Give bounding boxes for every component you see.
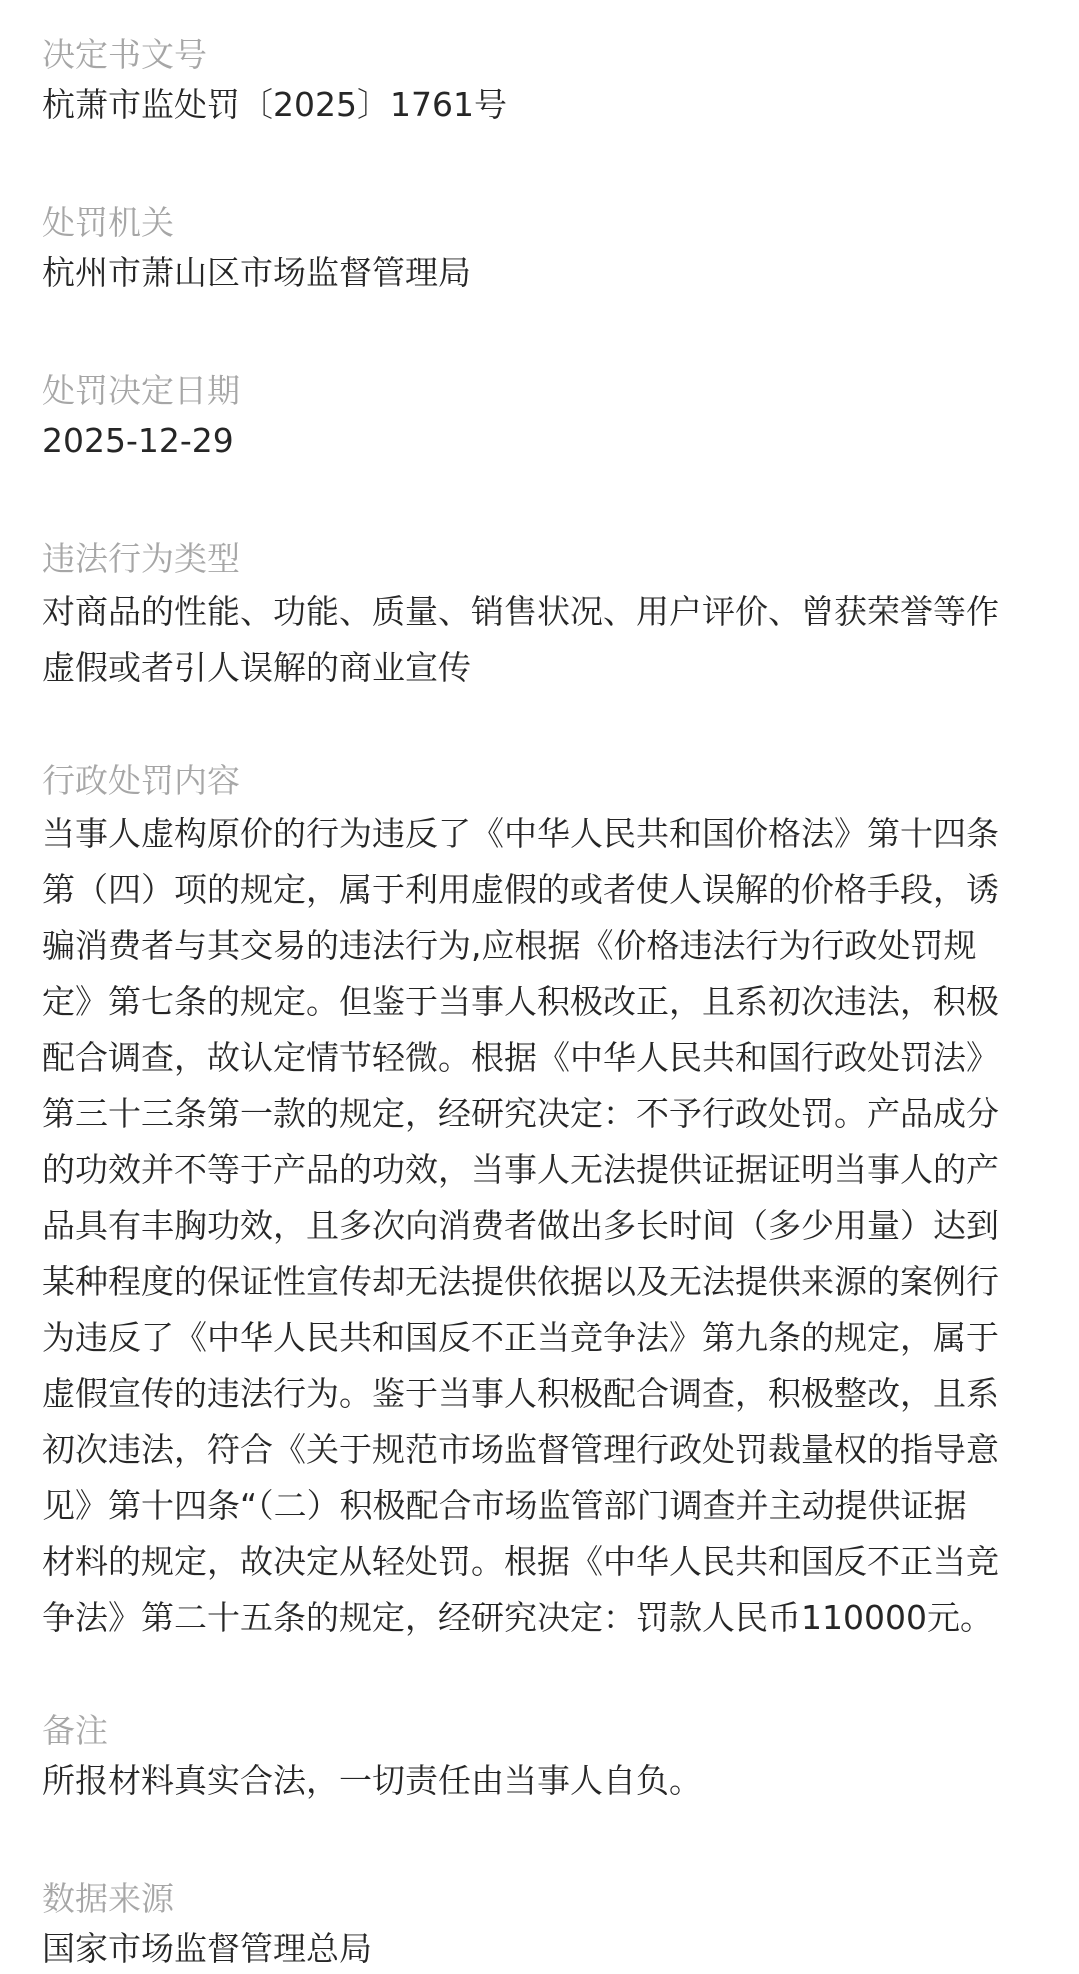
penalty-content-field <box>42 756 1079 1646</box>
penalty-content-label: 行政处罚内容 <box>42 761 240 800</box>
penalty-content-line: 材料的规定，故决定从轻处罚。根据《中华人民共和国反不正当竞 <box>42 1542 999 1581</box>
penalty-content-line: 第（四）项的规定，属于利用虚假的或者使人误解的价格手段，诱 <box>42 870 999 909</box>
decision-number-label: 决定书文号 <box>42 35 207 74</box>
remarks-label: 备注 <box>42 1711 108 1750</box>
data-source-label: 数据来源 <box>42 1879 174 1918</box>
penalty-content-line: 的功效并不等于产品的功效，当事人无法提供证据证明当事人的产 <box>42 1150 999 1189</box>
violation-type-line: 虚假或者引人误解的商业宣传 <box>42 648 471 687</box>
authority-field <box>42 198 1079 298</box>
penalty-content-line: 定》第七条的规定。但鉴于当事人积极改正，且系初次违法，积极 <box>42 982 999 1021</box>
violation-type-line: 对商品的性能、功能、质量、销售状况、用户评价、曾获荣誉等作 <box>42 592 999 631</box>
authority-value: 杭州市萧山区市场监督管理局 <box>42 253 471 292</box>
penalty-content-line: 为违反了《中华人民共和国反不正当竞争法》第九条的规定，属于 <box>42 1318 999 1357</box>
penalty-content-line: 配合调查，故认定情节轻微。根据《中华人民共和国行政处罚法》 <box>42 1038 999 1077</box>
data-source-field <box>42 1874 1079 1974</box>
penalty-content-line: 当事人虚构原价的行为违反了《中华人民共和国价格法》第十四条 <box>42 814 999 853</box>
penalty-content-line: 第三十三条第一款的规定，经研究决定：不予行政处罚。产品成分 <box>42 1094 999 1133</box>
remarks-field <box>42 1706 1079 1806</box>
penalty-content-line: 争法》第二十五条的规定，经研究决定：罚款人民币110000元。 <box>42 1598 993 1637</box>
penalty-content-value <box>42 806 1079 1646</box>
remarks-value: 所报材料真实合法，一切责任由当事人自负。 <box>42 1761 702 1800</box>
decision-number-value: 杭萧市监处罚〔2025〕1761号 <box>42 85 507 124</box>
decision-number-field <box>42 30 1079 130</box>
penalty-content-line: 初次违法，符合《关于规范市场监督管理行政处罚裁量权的指导意 <box>42 1430 999 1469</box>
penalty-content-line: 某种程度的保证性宣传却无法提供依据以及无法提供来源的案例行 <box>42 1262 999 1301</box>
penalty-content-line: 骗消费者与其交易的违法行为,应根据《价格违法行为行政处罚规 <box>42 926 977 965</box>
authority-label: 处罚机关 <box>42 203 174 242</box>
data-source-value: 国家市场监督管理总局 <box>42 1929 372 1968</box>
penalty-content-line: 品具有丰胸功效，且多次向消费者做出多长时间（多少用量）达到 <box>42 1206 999 1245</box>
penalty-content-line: 虚假宣传的违法行为。鉴于当事人积极配合调查，积极整改，且系 <box>42 1374 999 1413</box>
penalty-content-line: 见》第十四条“（二）积极配合市场监管部门调查并主动提供证据 <box>42 1486 967 1525</box>
decision-date-label: 处罚决定日期 <box>42 371 240 410</box>
violation-type-field <box>42 534 1079 696</box>
decision-date-value: 2025-12-29 <box>42 421 234 460</box>
violation-type-value <box>42 584 1079 696</box>
violation-type-label: 违法行为类型 <box>42 539 240 578</box>
decision-date-field <box>42 366 1079 466</box>
